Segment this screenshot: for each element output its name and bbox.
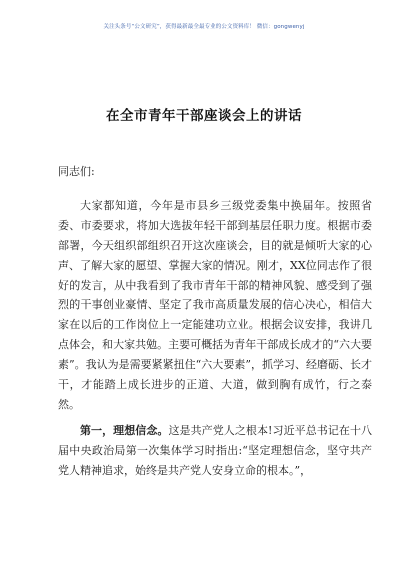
page-title: 在全市青年干部座谈会上的讲话 <box>106 108 302 124</box>
header-promo-note: 关注头条号“公文研究”，获得最新最全最专业的公文资料库！ 微信：gongwenyj <box>103 24 305 30</box>
paragraph-ideals <box>58 421 372 481</box>
paragraph-intro: 大家都知道，今年是市县乡三级党委集中换届年。按照省委、市委要求，将加大选拔年轻干部到基层任职力度。根据市委部署，今天组织部组织召开这次座谈会，目的就是倾听大家的心声、了解大家的愿望、掌握大家的情况。刚才，XX位同志作了很好的发言，从中我看到了我市青年干部的精神风貌、感受到了强烈的干事创业豪情、坚定了我市高质量发展的信心决心，相信大家在以后的工作岗位上一定能建功立业。根据会议安排，我讲几点体会，和大家共勉。主要可概括为青年干部成长成才的“六大要素”。我认为是需要紧紧扭住“六大要素”，抓学习、经磨砺、长才干，才能踏上成长进步的正道、大道，做到胸有成竹，行之泰然。 <box>58 198 372 411</box>
paragraph-lead: 第一，理想信念。 <box>80 423 169 437</box>
paragraph-text: 这是共产党人之根本!习近平总书记在十八届中央政治局第一次集体学习时指出:“坚定理想信念，坚守共产党人精神追求，始终是共产党人安身立命的根本。”， <box>58 423 373 477</box>
salutation: 同志们: <box>58 165 95 178</box>
document-body <box>58 162 372 481</box>
